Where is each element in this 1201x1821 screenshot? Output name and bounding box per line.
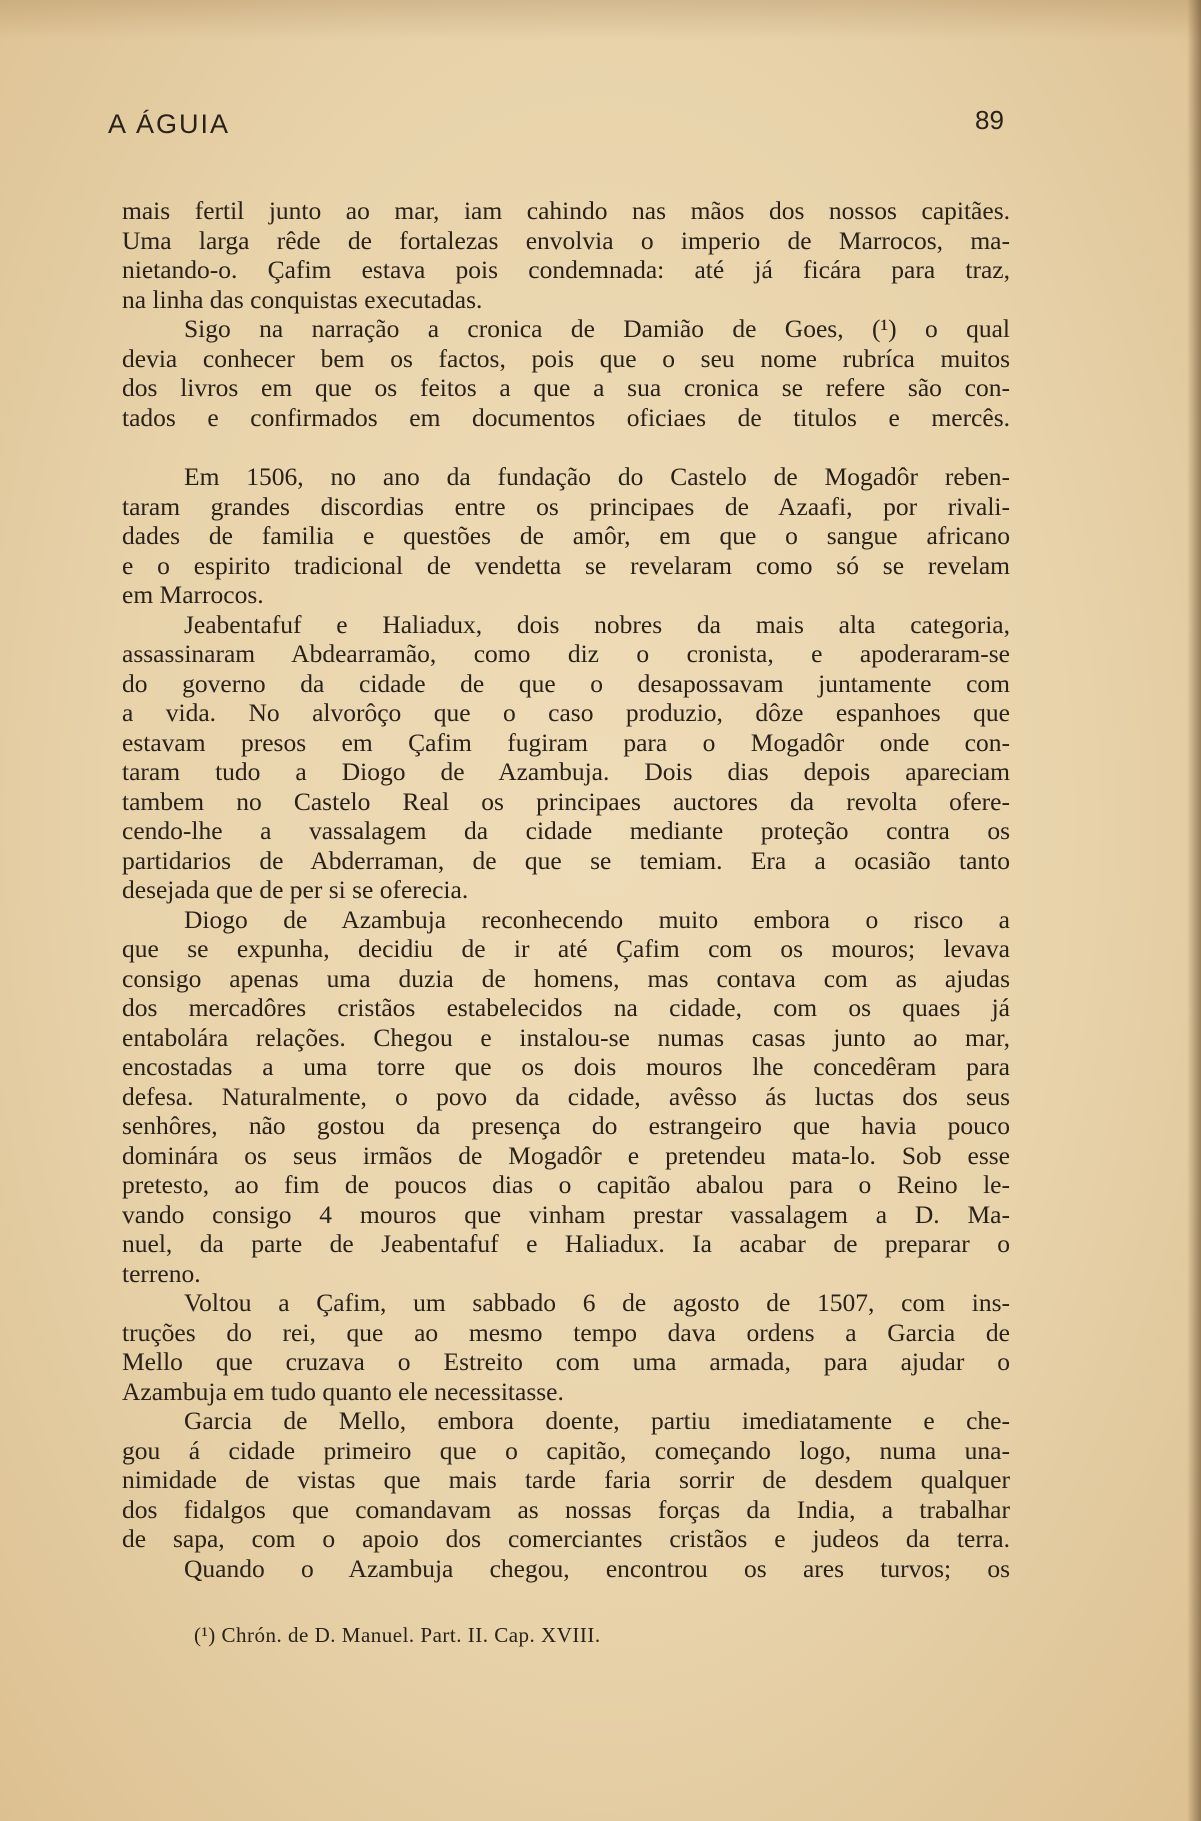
text-line: tados e confirmados em documentos oficiaes de titulos e mercês. — [122, 402, 1010, 432]
text-line: dades de familia e questões de amôr, em que o sangue africano — [122, 521, 1010, 550]
text-line: encostadas a uma torre que os dois mouros lhe concedêram para — [122, 1052, 1010, 1081]
text-line: vando consigo 4 mouros que vinham prestar vassalagem a D. Ma- — [122, 1199, 1010, 1229]
text-line: cendo-lhe a vassalagem da cidade mediante proteção contra os — [122, 816, 1010, 845]
text-line: Diogo de Azambuja reconhecendo muito embora o risco a — [184, 904, 1010, 934]
running-head: A ÁGUIA — [108, 109, 231, 139]
page-top-shadow — [0, 0, 1201, 40]
text-line: truções do rei, que ao mesmo tempo dava ordens a Garcia de — [122, 1317, 1010, 1347]
text-line: taram tudo a Diogo de Azambuja. Dois dias depois apareciam — [122, 757, 1010, 786]
text-line: de sapa, com o apoio dos comerciantes cristãos e judeos da terra. — [122, 1524, 1010, 1553]
page-number: 89 — [975, 105, 1004, 135]
text-line: entabolára relações. Chegou e instalou-se numas casas junto ao mar, — [122, 1022, 1010, 1052]
text-line: assassinaram Abdearramão, como diz o cronista, e apoderaram-se — [122, 639, 1010, 668]
text-line: nietando-o. Çafim estava pois condemnada: até já ficára para traz, — [122, 255, 1010, 284]
text-line: do governo da cidade de que o desapossavam juntamente com — [122, 668, 1010, 698]
text-line: a vida. No alvorôço que o caso produzio, dôze espanhoes que — [122, 698, 1010, 727]
text-line: tambem no Castelo Real os principaes auctores da revolta ofere- — [122, 786, 1010, 816]
text-line: Em 1506, no ano da fundação do Castelo de Mogadôr reben- — [184, 462, 1010, 491]
text-line: dos livros em que os feitos a que a sua cronica se refere são con- — [122, 373, 1010, 402]
text-line: estavam presos em Çafim fugiram para o Mogadôr onde con- — [122, 727, 1010, 757]
text-line: devia conhecer bem os factos, pois que o seu nome rubríca muitos — [122, 343, 1010, 373]
text-line: pretesto, ao fim de poucos dias o capitão abalou para o Reino le- — [122, 1170, 1010, 1199]
text-line: gou á cidade primeiro que o capitão, começando logo, numa una- — [122, 1435, 1010, 1465]
text-line: Mello que cruzava o Estreito com uma armada, para ajudar o — [122, 1347, 1010, 1376]
text-line: Azambuja em tudo quanto ele necessitasse. — [122, 1376, 564, 1406]
text-line: desejada que de per si se oferecia. — [122, 875, 469, 904]
text-line: em Marrocos. — [122, 580, 264, 609]
text-line: Voltou a Çafim, um sabbado 6 de agosto de 1507, com ins- — [184, 1288, 1010, 1317]
text-line: consigo apenas uma duzia de homens, mas contava com as ajudas — [122, 963, 1010, 993]
text-line: senhôres, não gostou da presença do estrangeiro que havia pouco — [122, 1111, 1010, 1140]
text-line: Garcia de Mello, embora doente, partiu imediatamente e che- — [184, 1406, 1010, 1435]
text-line: dos fidalgos que comandavam as nossas forças da India, a trabalhar — [122, 1494, 1010, 1524]
text-line: terreno. — [122, 1258, 201, 1288]
text-line: taram grandes discordias entre os principaes de Azaafi, por rivali- — [122, 491, 1010, 521]
text-line: Sigo na narração a cronica de Damião de Goes, (¹) o qual — [184, 314, 1010, 343]
text-line: partidarios de Abderraman, de que se temiam. Era a ocasião tanto — [122, 845, 1010, 875]
page-right-edge — [1187, 0, 1201, 1821]
text-line: defesa. Naturalmente, o povo da cidade, avêsso ás luctas dos seus — [122, 1081, 1010, 1111]
text-line: nuel, da parte de Jeabentafuf e Haliadux. Ia acabar de preparar o — [122, 1229, 1010, 1258]
footnote: (¹) Chrón. de D. Manuel. Part. II. Cap. XVIII. — [194, 1623, 601, 1647]
text-line: Uma larga rêde de fortalezas envolvia o imperio de Marrocos, ma- — [122, 225, 1010, 255]
text-line: que se expunha, decidiu de ir até Çafim com os mouros; levava — [122, 934, 1010, 963]
text-block-1 — [122, 196, 1010, 432]
text-line: dos mercadôres cristãos estabelecidos na cidade, com os quaes já — [122, 993, 1010, 1022]
text-line: nimidade de vistas que mais tarde faria sorrir de desdem qualquer — [122, 1465, 1010, 1494]
text-line: na linha das conquistas executadas. — [122, 284, 483, 314]
text-block-2 — [122, 462, 1010, 1583]
text-line: Quando o Azambuja chegou, encontrou os ares turvos; os — [184, 1553, 1010, 1583]
text-line: mais fertil junto ao mar, iam cahindo nas mãos dos nossos capitães. — [122, 196, 1010, 225]
text-line: Jeabentafuf e Haliadux, dois nobres da mais alta categoria, — [184, 609, 1010, 639]
text-line: e o espirito tradicional de vendetta se revelaram como só se revelam — [122, 550, 1010, 580]
text-line: dominára os seus irmãos de Mogadôr e pretendeu mata-lo. Sob esse — [122, 1140, 1010, 1170]
